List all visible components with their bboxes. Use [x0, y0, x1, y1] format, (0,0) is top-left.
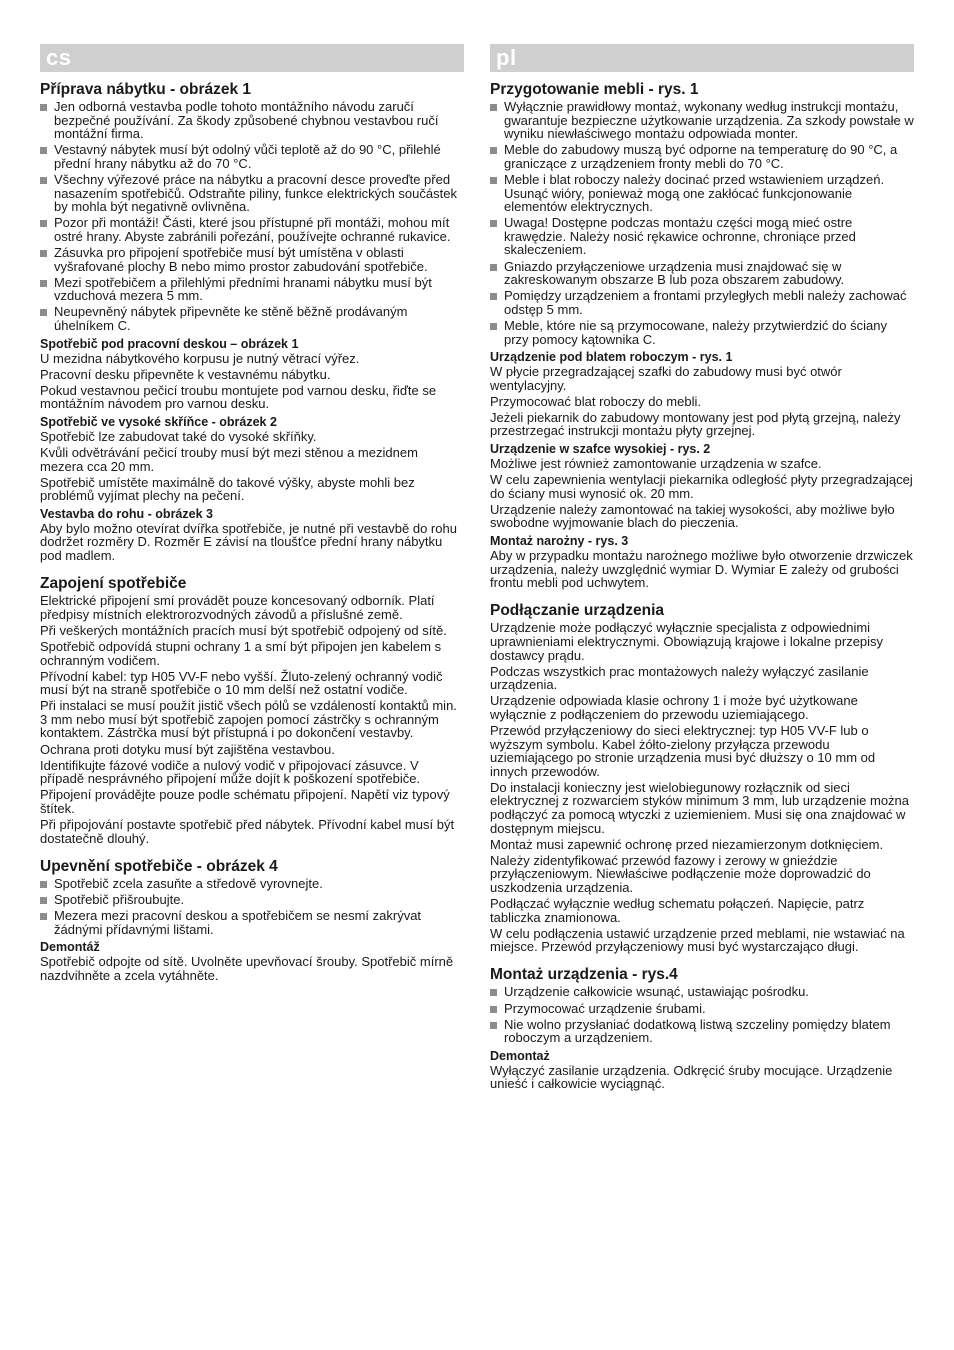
subsection-heading: Montaż narożny - rys. 3 — [490, 534, 629, 549]
subsection-heading: Spotřebič pod pracovní deskou – obrázek 1 — [40, 336, 299, 351]
section-heading: Zapojení spotřebiče — [40, 575, 187, 593]
paragraph: Při veškerých montážních pracích musí být spotřebič odpojený od sítě. — [40, 622, 447, 638]
list-item: Mezi spotřebičem a přilehlými předními hranami nábytku musí být vzduchová mezera 5 mm. — [40, 276, 464, 303]
section-heading: Przygotowanie mebli - rys. 1 — [490, 81, 699, 98]
list-item: Meble, które nie są przymocowane, należy przytwierdzić do ściany przy pomocy kątownika C. — [490, 319, 914, 346]
section — [490, 80, 914, 346]
paragraph: Spotřebič odpovídá stupni ochrany 1 a smí být připojen jen kabelem s ochranným vodičem. — [40, 638, 442, 668]
section-heading: Montaż urządzenia - rys.4 — [490, 966, 678, 984]
paragraph: W celu podłączenia ustawić urządzenie przed meblami, nie wstawiać na miejsce. Przewód przyłączeniowy musi być wystarczająco długi. — [490, 925, 905, 955]
paragraph: Urządzenie może podłączyć wyłącznie specjalista z odpowiednimi uprawnieniami elektrycznymi. Obowiązują krajowe i lokalne przepisy dostawcy prądu. — [490, 620, 884, 663]
list-item: Uwaga! Dostępne podczas montażu części mogą mieć ostre krawędzie. Należy nosić rękawice ochronne, chroniące przed skaleczeniem. — [490, 216, 914, 257]
paragraph: Kvůli odvětrávání pečicí trouby musí být mezi stěnou a mezidnem mezera cca 20 mm. — [40, 444, 418, 474]
list-item: Pomiędzy urządzeniem a frontami przyległych mebli należy zachować odstęp 5 mm. — [490, 289, 914, 316]
list-item: Jen odborná vestavba podle tohoto montážního návodu zaručí bezpečné používání. Za škody způsobené chybnou vestavbou ručí montážní firma. — [40, 100, 464, 141]
bullet-list — [490, 100, 914, 346]
section-heading: Upevnění spotřebiče - obrázek 4 — [40, 857, 278, 875]
list-item: Mezera mezi pracovní deskou a spotřebičem se nesmí zakrývat žádnými přídavnými lištami. — [40, 909, 464, 936]
paragraph: Aby w przypadku montażu narożnego możliwe było otworzenie drzwiczek urządzenia, należy uwzględnić wymiar D. Wymiar E zależy od grubości frontu mebli pod uchwytem. — [490, 548, 913, 591]
paragraph: Aby bylo možno otevírat dvířka spotřebiče, je nutné při vestavbě do rohu dodržet rozměry D. Rozměr E závisí na tloušťce přední hrany nábytku pod madlem. — [40, 520, 457, 564]
section — [490, 1048, 914, 1091]
section-gap — [40, 565, 464, 574]
list-item: Urządzenie całkowicie wsunąć, ustawiając pośrodku. — [490, 985, 914, 999]
section — [40, 506, 464, 563]
section-heading: Podłączanie urządzenia — [490, 602, 664, 620]
paragraph: Podczas wszystkich prac montażowych należy wyłączyć zasilanie urządzenia. — [490, 663, 869, 693]
subsection-heading: Demontaż — [490, 1048, 550, 1063]
bullet-list — [490, 985, 914, 1044]
section — [490, 441, 914, 530]
section — [40, 857, 464, 936]
paragraph: Elektrické připojení smí provádět pouze koncesovaný odborník. Platí předpisy místních elektrorozvodných závodů a příslušné země. — [40, 593, 435, 622]
paragraph: Při připojování postavte spotřebič před nábytek. Přívodní kabel musí být dostatečně dlouhý. — [40, 817, 455, 846]
bullet-list — [40, 877, 464, 936]
language-bar-cs: cs — [40, 44, 464, 72]
paragraph: Připojení provádějte pouze podle schématu připojení. Napětí viz typový štítek. — [40, 787, 450, 816]
section — [40, 414, 464, 503]
paragraph: W celu zapewnienia wentylacji piekarnika odległość płyty przegradzającej do ściany musi wynosić ok. 20 mm. — [490, 472, 913, 501]
subsection-heading: Spotřebič ve vysoké skříňce - obrázek 2 — [40, 414, 277, 429]
list-item: Przymocować urządzenie śrubami. — [490, 1002, 914, 1016]
list-item: Všechny výřezové práce na nábytku a pracovní desce proveďte před nasazením spotřebičů. Odstraňte piliny, funkce elektrických součástek by mohla být negativně ovlivněna. — [40, 173, 464, 214]
paragraph: U mezidna nábytkového korpusu je nutný větrací výřez. — [40, 350, 360, 366]
list-item: Pozor při montáži! Části, které jsou přístupné při montáži, mohou mít ostré hrany. Abyste zabránili pořezání, používejte ochranné rukavice. — [40, 216, 464, 243]
paragraph: Pracovní desku připevněte k vestavnému nábytku. — [40, 366, 331, 382]
section — [40, 336, 464, 411]
paragraph: Spotřebič lze zabudovat také do vysoké skříňky. — [40, 428, 317, 444]
list-item: Wyłącznie prawidłowy montaż, wykonany według instrukcji montażu, gwarantuje bezpieczne użytkowanie urządzenia. Za szkody powstałe w wyniku niewłaściwego montażu odpowiada monter. — [490, 100, 914, 141]
paragraph: Jeżeli piekarnik do zabudowy montowany jest pod płytą grzejną, należy przestrzegać instrukcji montażu płyty grzejnej. — [490, 409, 901, 439]
paragraph: Do instalacji konieczny jest wielobiegunowy rozłącznik od sieci elektrycznej z rozwarciem styków minimum 3 mm, lub urządzenie można podłączyć za pomocą wtyczki z uziemieniem. Musi się ona znajdować w dostępnym miejscu. — [490, 779, 910, 836]
section-heading: Příprava nábytku - obrázek 1 — [40, 81, 252, 98]
section-gap — [490, 956, 914, 965]
section — [490, 601, 914, 954]
list-item: Meble do zabudowy muszą być odporne na temperaturę do 90 °C, a graniczące z urządzeniem fronty mebli do 70 °C. — [490, 143, 914, 170]
paragraph: Spotřebič odpojte od sítě. Uvolněte upevňovací šrouby. Spotřebič mírně nazdvihněte a zcela vytáhněte. — [40, 954, 454, 983]
list-item: Nie wolno przysłaniać dodatkową listwą szczeliny pomiędzy blatem roboczym a urządzeniem. — [490, 1018, 914, 1045]
bullet-list — [40, 100, 464, 333]
subsection-heading: Demontáž — [40, 940, 100, 955]
language-bar-pl: pl — [490, 44, 914, 72]
list-item: Neupevněný nábytek připevněte ke stěně běžně prodávaným úhelníkem C. — [40, 305, 464, 332]
paragraph: Montaż musi zapewnić ochronę przed niezamierzonym dotknięciem. — [490, 836, 884, 852]
section — [40, 939, 464, 982]
paragraph: Ochrana proti dotyku musí být zajištěna vestavbou. — [40, 741, 335, 757]
section-gap — [40, 848, 464, 857]
paragraph: Należy zidentyfikować przewód fazowy i zerowy w gnieździe przyłączeniowym. Niewłaściwe podłączenie może doprowadzić do uszkodzenia urządzenia. — [490, 852, 871, 895]
paragraph: Pokud vestavnou pečicí troubu montujete pod varnou desku, řiďte se montážním návodem pro varnou desku. — [40, 382, 437, 412]
paragraph: Możliwe jest również zamontowanie urządzenia w szafce. — [490, 456, 822, 472]
paragraph: Přívodní kabel: typ H05 VV-F nebo vyšší. Žluto-zelený ochranný vodič musí být na straně spotřebiče o 10 mm delší než ostatní vodiče. — [40, 668, 443, 698]
paragraph: W płycie przegradzającej szafki do zabudowy musi być otwór wentylacyjny. — [490, 364, 842, 393]
section — [490, 533, 914, 590]
list-item: Spotřebič přišroubujte. — [40, 893, 464, 907]
subsection-heading: Vestavba do rohu - obrázek 3 — [40, 506, 213, 521]
paragraph: Urządzenie należy zamontować na takiej wysokości, aby możliwe było swobodne wyjmowanie blach do pieczenia. — [490, 501, 895, 531]
section — [490, 349, 914, 438]
section-gap — [490, 592, 914, 601]
paragraph: Identifikujte fázové vodiče a nulový vodič v připojovací zásuvce. V případě nesprávného připojení může dojít k poškození spotřebiče. — [40, 757, 421, 787]
paragraph: Wyłączyć zasilanie urządzenia. Odkręcić śruby mocujące. Urządzenie unieść i całkowicie wyciągnąć. — [490, 1062, 893, 1092]
paragraph: Przymocować blat roboczy do mebli. — [490, 393, 701, 409]
subsection-heading: Urządzenie w szafce wysokiej - rys. 2 — [490, 442, 711, 457]
list-item: Gniazdo przyłączeniowe urządzenia musi znajdować się w zakreskowanym obszarze B lub poza obszarem zabudowy. — [490, 260, 914, 287]
column-polish — [490, 44, 914, 1094]
section — [40, 80, 464, 333]
subsection-heading: Urządzenie pod blatem roboczym - rys. 1 — [490, 350, 733, 365]
paragraph: Urządzenie odpowiada klasie ochrony 1 i może być użytkowane wyłącznie z podłączeniem do przewodu uziemiającego. — [490, 693, 858, 722]
paragraph: Przewód przyłączeniowy do sieci elektrycznej: typ H05 VV-F lub o wyższym symbolu. Kabel żółto-zielony przyłącza przewodu uziemiającego po stronie urządzenia musi być dłuższy o 10 mm od innych przewodów. — [490, 722, 876, 779]
section — [40, 574, 464, 845]
section — [490, 965, 914, 1044]
paragraph: Podłączać wyłącznie według schematu połączeń. Napięcie, patrz tabliczka znamionowa. — [490, 896, 865, 925]
list-item: Vestavný nábytek musí být odolný vůči teplotě až do 90 °C, přilehlé přední hrany nábytku až do 70 °C. — [40, 143, 464, 170]
list-item: Zásuvka pro připojení spotřebiče musí být umístěna v oblasti vyšrafované plochy B nebo mimo prostor zabudování spotřebiče. — [40, 246, 464, 273]
column-czech — [40, 44, 464, 985]
paragraph: Při instalaci se musí použít jistič všech pólů se vzdáleností kontaktů min. 3 mm nebo musí být spotřebič zapojen pomocí zástrčky s ochranným kontaktem. Zástrčka musí být přístupná i po dokončení vestavby. — [40, 698, 457, 741]
paragraph: Spotřebič umístěte maximálně do takové výšky, abyste mohli bez problémů vyjímat plechy na pečení. — [40, 474, 415, 504]
list-item: Meble i blat roboczy należy docinać przed wstawieniem urządzeń. Usunąć wióry, ponieważ mogą one zakłócać funkcjonowanie elementów elektrycznych. — [490, 173, 914, 214]
list-item: Spotřebič zcela zasuňte a středově vyrovnejte. — [40, 877, 464, 891]
